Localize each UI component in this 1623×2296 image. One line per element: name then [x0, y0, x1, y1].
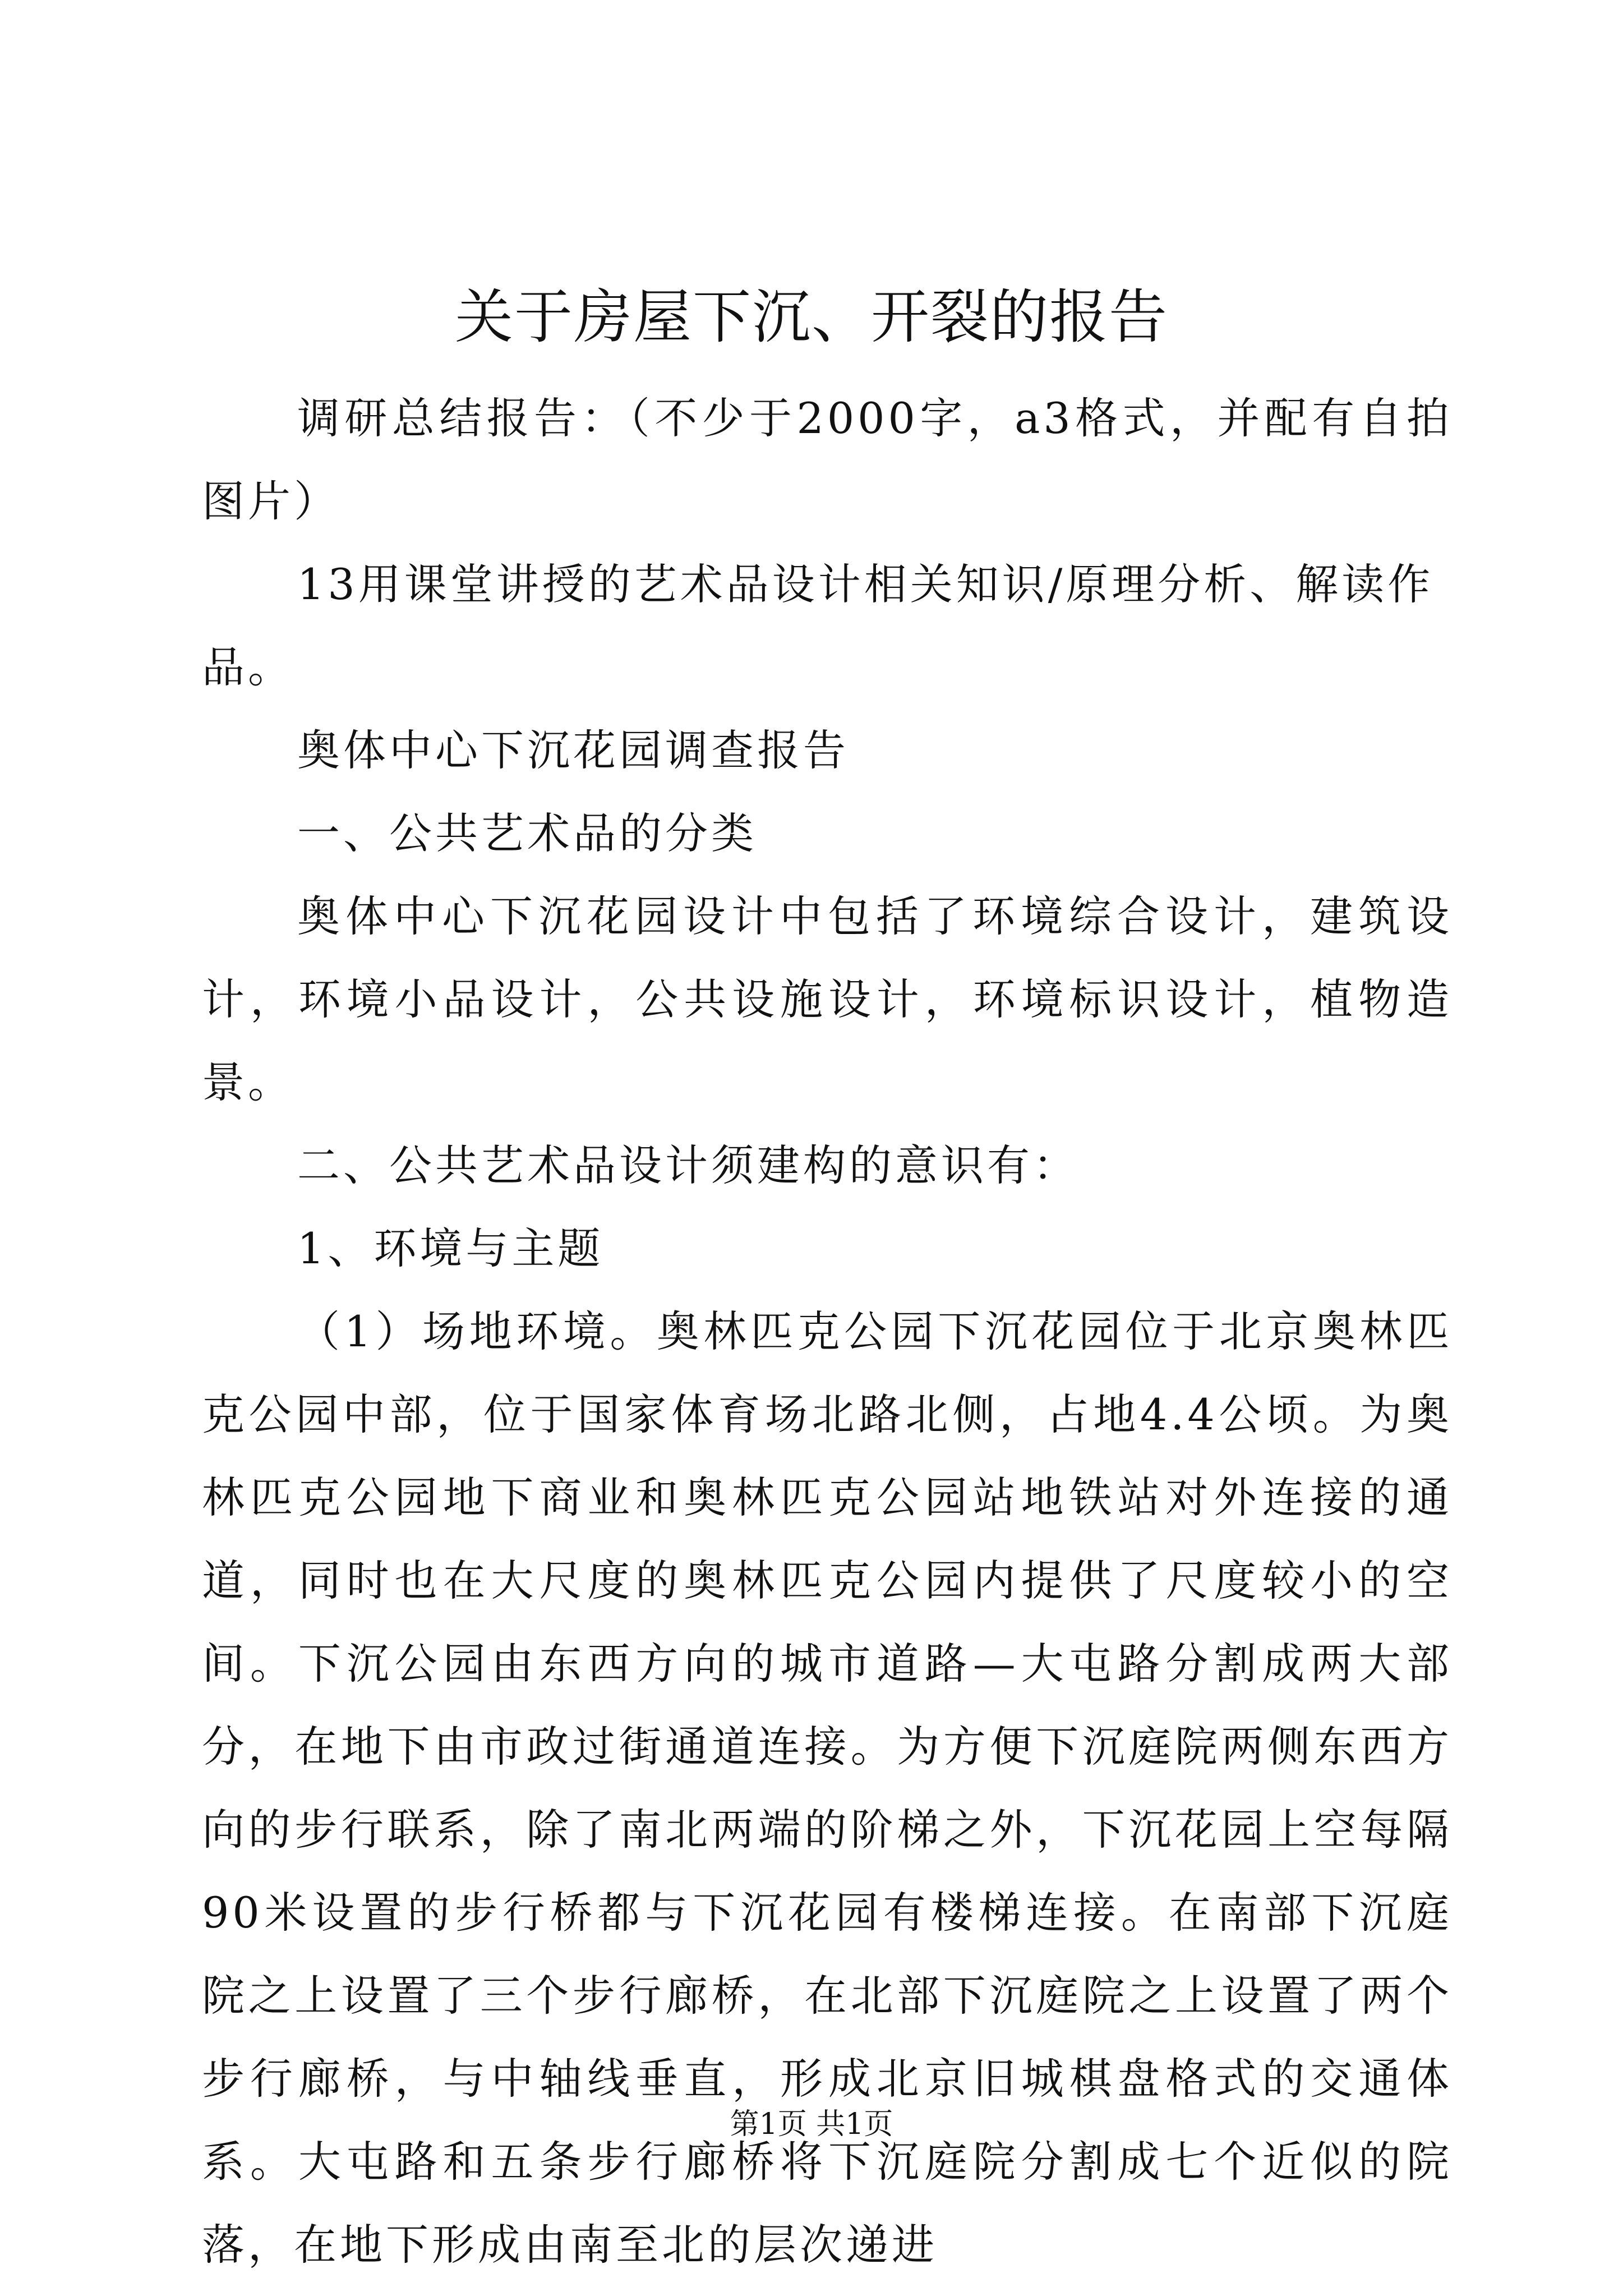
paragraph-report-requirement: 调研总结报告：（不少于2000字，a3格式，并配有自拍图片） [202, 393, 1453, 526]
paragraph-report-subtitle: 奥体中心下沉花园调查报告 [297, 725, 849, 775]
paragraph-site-environment: （1）场地环境。奥林匹克公园下沉花园位于北京奥林匹克公园中部，位于国家体育场北路北侧，占地4.4公顷。为奥林匹克公园地下商业和奥林匹克公园站地铁站对外连接的通道，同时也在大尺度的奥林匹克公园内提供了尺度较小的空间。下沉公园由东西方向的城市道路—大屯路分割成两大部分，在地下由市政过街通道连接。为方便下沉庭院两侧东西方向的步行联系，除了南北两端的阶梯之外，下沉花园上空每隔90米设置的步行桥都与下沉花园有楼梯连接。在南部下沉庭院之上设置了三个步行廊桥，在北部下沉庭院之上设置了两个步行廊桥，与中轴线垂直，形成北京旧城棋盘格式的交通体系。大屯路和五条步行廊桥将下沉庭院分割成七个近似的院落，在地下形成由南至北的层次递进 [202, 1306, 1453, 2270]
subsection-heading-environment-theme: 1、环境与主题 [297, 1223, 604, 1273]
paragraph-analysis-instruction: 13用课堂讲授的艺术品设计相关知识/原理分析、解读作品。 [202, 559, 1434, 692]
section-heading-classification: 一、公共艺术品的分类 [297, 808, 757, 858]
section-heading-design-awareness: 二、公共艺术品设计须建构的意识有： [297, 1140, 1079, 1190]
paragraph-design-categories: 奥体中心下沉花园设计中包括了环境综合设计，建筑设计，环境小品设计，公共设施设计，环境标识设计，植物造景。 [202, 891, 1453, 1107]
page-footer: 第1页 共1页 [730, 2108, 893, 2141]
document-title: 关于房屋下沉、开裂的报告 [454, 283, 1168, 351]
document-body [202, 377, 1453, 2286]
